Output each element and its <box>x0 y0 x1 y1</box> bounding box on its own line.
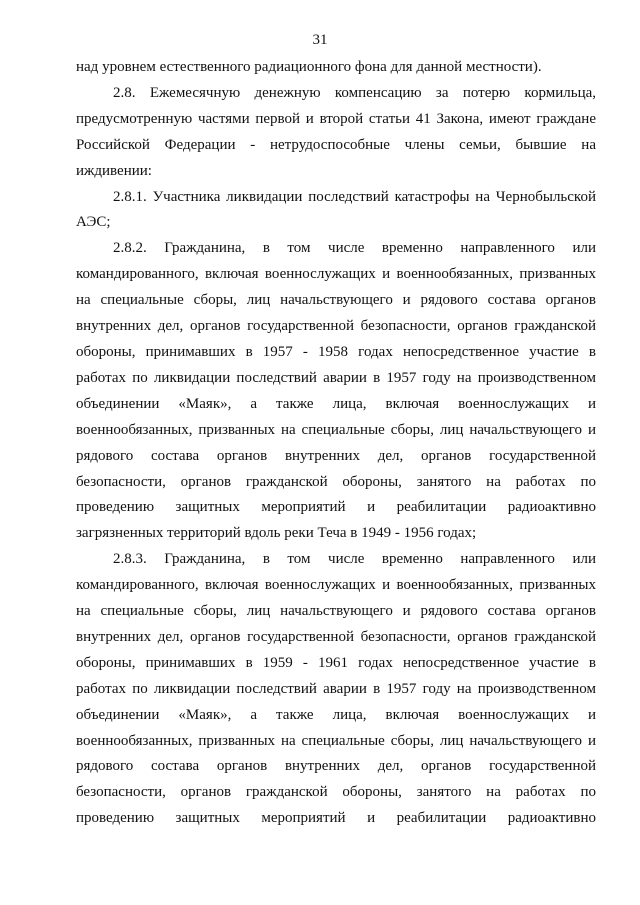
text-line: 2.8.2. Гражданина, в том числе временно направленного или <box>113 240 596 257</box>
text-line: обороны, принимавших в 1959 - 1961 годах непосредственное участие в <box>76 654 596 671</box>
text-line: работах по ликвидации последствий аварии в 1957 году на производственном <box>76 680 596 697</box>
text-line: проведению защитных мероприятий и реабилитации радиоактивно <box>76 810 596 827</box>
text-line: работах по ликвидации последствий аварии в 1957 году на производственном <box>76 369 596 386</box>
text-line: внутренних дел, органов государственной безопасности, органов гражданской <box>76 628 596 645</box>
text-line: Российской Федерации - нетрудоспособные члены семьи, бывшие на <box>76 136 596 153</box>
paragraph-continuation <box>76 55 596 81</box>
text-line: безопасности, органов гражданской обороны, занятого на работах по <box>76 784 596 801</box>
text-line: обороны, принимавших в 1957 - 1958 годах непосредственное участие в <box>76 343 596 360</box>
paragraph-2-8-2 <box>76 236 596 547</box>
text-line: предусмотренную частями первой и второй статьи 41 Закона, имеют граждане <box>76 110 596 127</box>
text-line: над уровнем естественного радиационного фона для данной местности). <box>76 59 542 75</box>
text-line: 2.8.1. Участника ликвидации последствий катастрофы на Чернобыльской <box>113 188 596 205</box>
text-line: внутренних дел, органов государственной безопасности, органов гражданской <box>76 318 596 335</box>
text-line: 2.8. Ежемесячную денежную компенсацию за потерю кормильца, <box>113 84 596 101</box>
paragraph-2-8-1 <box>76 185 596 237</box>
text-line: объединении «Маяк», а также лица, включая военнослужащих и <box>76 395 596 412</box>
text-line: загрязненных территорий вдоль реки Теча в 1949 - 1956 годах; <box>76 525 477 542</box>
text-line: 2.8.3. Гражданина, в том числе временно направленного или <box>113 551 596 568</box>
paragraph-2-8 <box>76 81 596 185</box>
page-number: 31 <box>312 32 328 48</box>
text-line: объединении «Маяк», а также лица, включая военнослужащих и <box>76 706 596 723</box>
text-line: командированного, включая военнослужащих и военнообязанных, призванных <box>76 266 596 283</box>
text-line: безопасности, органов гражданской обороны, занятого на работах по <box>76 473 596 490</box>
text-line: рядового состава органов внутренних дел, органов государственной <box>76 447 596 464</box>
text-line: рядового состава органов внутренних дел, органов государственной <box>76 758 596 775</box>
text-line: иждивении: <box>76 162 152 179</box>
paragraph-2-8-3 <box>76 547 596 832</box>
text-line: военнообязанных, призванных на специальные сборы, лиц начальствующего и <box>76 732 596 749</box>
text-line: командированного, включая военнослужащих и военнообязанных, призванных <box>76 577 596 594</box>
text-line: АЭС; <box>76 214 111 231</box>
text-line: проведению защитных мероприятий и реабилитации радиоактивно <box>76 499 596 516</box>
text-line: на специальные сборы, лиц начальствующего и рядового состава органов <box>76 292 596 309</box>
text-line: военнообязанных, призванных на специальные сборы, лиц начальствующего и <box>76 421 596 438</box>
document-body <box>76 55 596 832</box>
text-line: на специальные сборы, лиц начальствующего и рядового состава органов <box>76 603 596 620</box>
